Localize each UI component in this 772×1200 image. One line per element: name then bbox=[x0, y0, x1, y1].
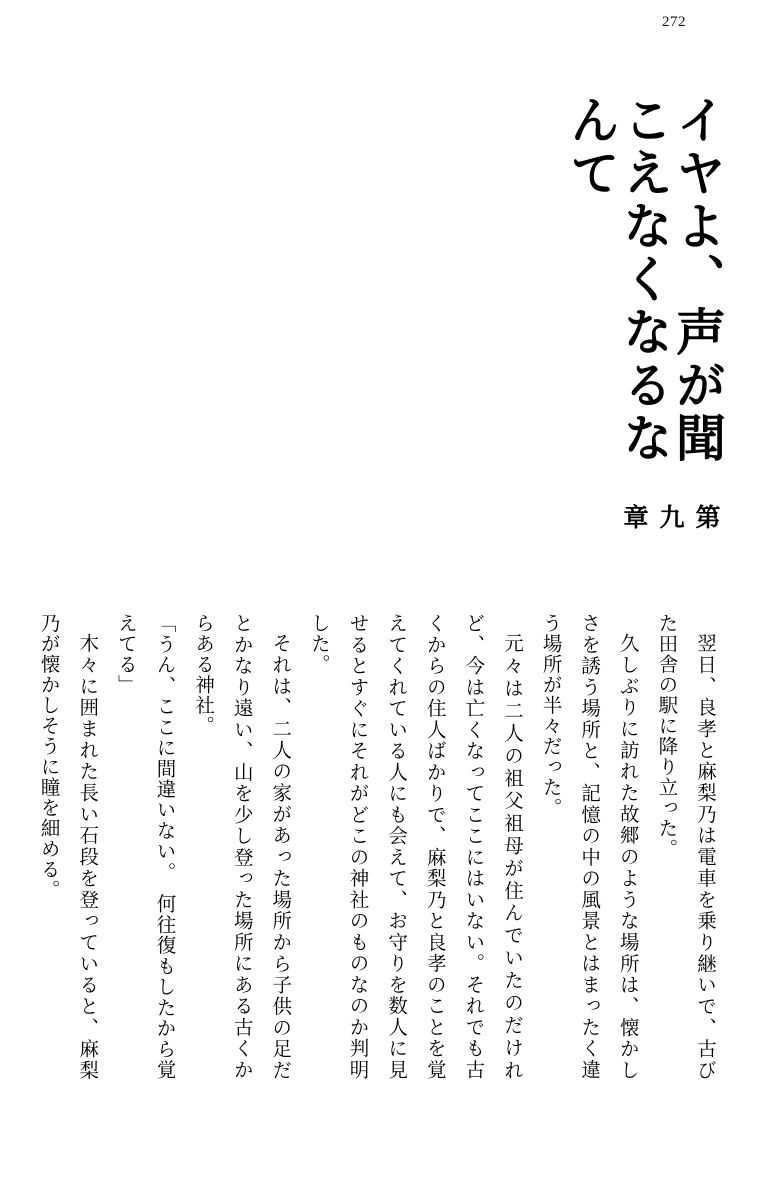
body-paragraphs bbox=[29, 613, 724, 1080]
paragraph: 翌日、良孝と麻梨乃は電車を乗り継いで、古びた田舎の駅に降り立った。 bbox=[655, 613, 717, 1080]
page-number: 272 bbox=[662, 14, 686, 30]
paragraph: 元々は二人の祖父祖母が住んでいたのだけれど、今は亡くなってここにはいない。それでも古くからの住人ばかりで、麻梨乃と良孝のことを覚えてくれている人にも会えて、お守りを数人に見せるとすぐにそれがどこの神社のものなのか判明した。 bbox=[307, 613, 524, 1080]
chapter-title: イヤよ、声が聞こえなくなるなんて bbox=[562, 94, 727, 465]
paragraph: それは、二人の家があった場所から子供の足だとかなり遠い、山を少し登った場所にある古くからある神社。 bbox=[192, 613, 293, 1080]
paragraph-dialogue: 「うん、ここに間違いない。 何往復もしたから覚えてる」 bbox=[114, 613, 177, 1080]
chapter-label: 第 九 章 bbox=[620, 503, 721, 539]
paragraph: 木々に囲まれた長い石段を登っていると、麻梨乃が懐かしそうに瞳を細める。 bbox=[37, 613, 100, 1080]
vertical-text-body bbox=[37, 70, 727, 1080]
paragraph: 久しぶりに訪れた故郷のような場所は、懐かしさを誘う場所と、記憶の中の風景とはまったく違う場所が半々だった。 bbox=[539, 613, 640, 1080]
chapter-heading bbox=[559, 70, 727, 585]
